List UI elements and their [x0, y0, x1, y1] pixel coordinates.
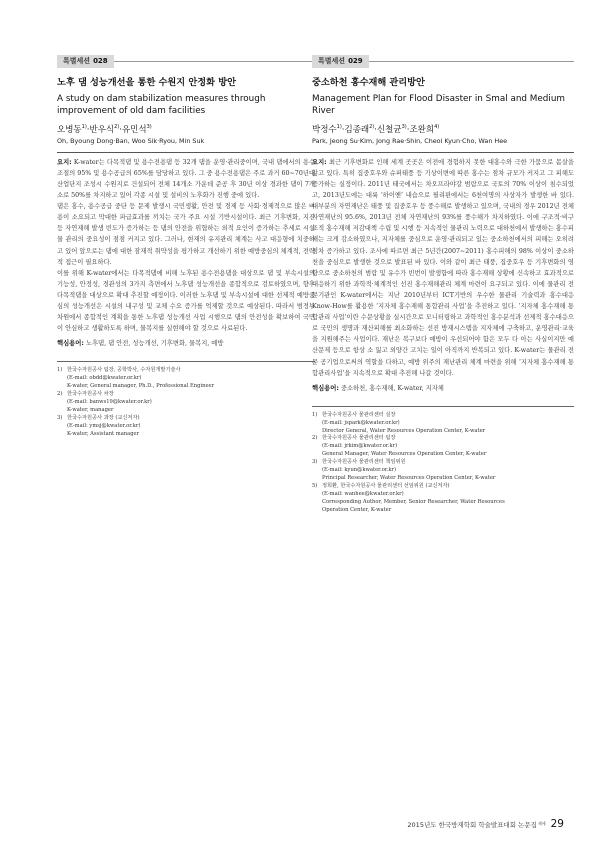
page-footer	[407, 818, 564, 830]
footnote: 2) 한국수자원공사 차장 (E-mail: banws19@kwater.or.kr) K-water, manager	[57, 391, 152, 413]
keywords: 핵심용어: 중소하천, 홍수재해, K-water, 지자체	[312, 384, 444, 392]
session-tag: 특별세션 029	[312, 55, 369, 68]
page-number: 29	[550, 818, 564, 830]
session-tag-row	[57, 55, 315, 68]
title-english: A study on dam stabilization measures through improvement of old dam facilities	[57, 94, 266, 116]
proceedings-title: 2015년도 한국방재학회 학술발표대회 논문집	[407, 820, 537, 829]
title-korean: 중소하천 홍수재해 관리방안	[312, 77, 425, 88]
authors-english: Park, Jeong Su·Kim, Jong Rae·Shin, Cheol Kyun·Cho, Wan Hee	[312, 136, 508, 145]
authors-korean: 박정수$^{1)}$·김종래$^{2)}$·신철균$^{3)}$·조완희$^{4)}$	[312, 124, 440, 135]
header-rule	[312, 152, 574, 153]
footnote: 5) 정희환, 한국수자원공사 물관리센터 선임위원 (교신저자) (E-mail: wanhee@kwater.or.kr) Corresponding Author, Member, Senior Researcher, Water Resources Operation Center, K-water	[312, 482, 505, 513]
paper-right	[312, 55, 574, 514]
title-english: Management Plan for Flood Disaster in Smal and Medium River	[312, 94, 565, 116]
authors-english: Oh, Byoung Dong·Ban, Woo Sik·Ryou, Min Suk	[57, 136, 205, 145]
authors-korean: 오병동$^{1)}$·반우식$^{2)}$·유민석$^{3)}$	[57, 124, 152, 135]
footer-suffix: 제세	[537, 821, 546, 826]
title-korean: 노후 댐 성능개선을 통한 수원지 안정화 방안	[57, 77, 236, 88]
footnotes	[312, 406, 574, 515]
abstract: 요지: K-water는 다목적댐 및 용수전용댐 등 32개 댐을 운영·관리중이며, 국내 댐에서의 용수조절의 95% 및 용수공급의 65%를 담당하고 있다. 그 중 용수전용댐은 주로 과거 60~70년대 산업단지 조성시 수원지로 건설되어 전체 14개소 가운데 준공 후 30년 이상 경과한 댐이 7개소로 50%를 차지하고 있어 각종 시설 및 설비의 노후화가 진행 중에 있다. 댐은 홍수, 용수공급 중단 등 문제 발생시 국민생활, 안전 및 경제 등 사회·경제적으로 많은 비용이 소요되고 막대한 파급효과를 끼치는 국가 주요 시설 기반시설이다. 최근 기후변화, 지진 등 자연재해 발생 빈도가 증가하는 등 댐의 안전을 위협하는 외적 요인이 증가하는 추세로 시설물 관리의 중요성이 점점 커지고 있다. 그러나, 현재의 유지관리 체계는 사고 대응형에 치중하고 있어 앞으로는 댐에 대한 잠재적 취약성을 평가하고 개선하기 위한 예방중심의 체계적, 전략적 접근이 필요하다. 이를 위해 K-water에서는 다목적댐에 비해 노후된 용수전용댐을 대상으로 댐 및 부속시설의 기능성, 안정성, 경관성의 3가지 측면에서 노후댐 성능개선을 종합적으로 검토하였으며, 향후 다목적댐을 대상으로 확대 추진할 예정이다. 이러한 노후댐 및 부속시설에 대한 선제적 예방중심의 성능개선은 시설의 내구성 및 교체 수요 증가를 억제할 것으로 예상된다. 따라서 범정부 차원에서 종합적인 계획을 통한 노후댐 성능개선 사업 시행으로 댐의 안전성을 확보하여 국민이 안심하고 생활하도록 하며, 물복지를 실현해야 할 것으로 사료된다.	[57, 158, 315, 333]
footnote: 2) 한국수자원공사 물관리센터 팀장 (E-mail: jrkim@kwater.or.kr) General Manager, Water Resources Operation Center, K-water	[312, 435, 487, 458]
footnote: 3) 한국수자원공사 물관리센터 책임위원 (E-mail: kyun@kwater.or.kr) Principal Researcher, Water Resources Operation Center, K-water	[312, 459, 496, 481]
abstract: 요지: 최근 기후변화로 인해 세계 곳곳은 이전에 경험하지 못한 대홍수와 극한 가뭄으로 몸살을 앓고 있다. 특히 집중호우와 슈퍼태풍 등 기상이변에 따른 홍수는 점차 규모가 커지고 그 피해도 증가하는 실정이다. 2011년 태국에서는 차오프라야강 범람으로 국토의 70% 이상이 침수되었고, 2013년도에는 대륙 ‘하이옌’ 내습으로 필리핀에서는 6천여명의 사상자가 발생한 바 있다. 대부분의 자연재난은 태풍 및 집중호우 등 풍수해로 발생하고 있으며, 국내의 경우 2012년 전체 자연재난의 95.6%, 2013년 전체 자연재난의 93%를 풍수해가 차지하였다. 이에 구조적·비구조적 홍수재해 저감대책 수립 및 시행 등 지속적인 물관리 노력으로 대하천에서 발생하는 홍수피해는 크게 감소하였으나, 지자체를 중심으로 운영·관리되고 있는 중소하천에서의 피해는 오히려 점차 증가하고 있다. 조사에 따르면 최근 5년간(2007~2011) 홍수피해의 98% 이상이 중소하천을 중심으로 발생한 것으로 발표된 바 있다. 이와 같이 최근 태풍, 집중호우 등 기후변화의 영향으로 중소하천의 범람 및 유수가 빈번이 발생함에 따라 홍수재해 상황에 신속하고 효과적으로 대응하기 위한 과학적·체계적인 선진 홍수재해관리 체계 마련이 요구되고 있다. 이에 물관리 전문기관인 K-water에서는 지난 2010년부터 ICT기반의 우수한 물관리 기술력과 홍수대응 Know-How를 활용한 ‘지자체 홍수재해 통합관리 사업’을 추진하고 있다. ‘지자체 홍수재해 통합관리 사업’이란 수문상황을 실시간으로 모니터링하고 과학적인 홍수분석과 선제적 홍수대응으로 국민의 생명과 재산피해를 최소화하는 선진 방재시스템을 지자체에 구축하고, 운영관리·교육을 지원해주는 사업이다. 재난은 복구보다 예방이 우선되어야 함은 모두 다 아는 사실이지만 예산문제 등으로 항상 소 잃고 외양간 고치는 일이 아직까지 반복되고 있다. K-water는 물관리 전문 공기업으로써의 역할을 다하고, 예방 위주의 재난관리 체계 마련을 위해 ‘지자체 홍수재해 통합관리사업’을 지속적으로 확대 추진해 나갈 것이다.	[312, 158, 574, 377]
session-tag: 특별세션 028	[57, 55, 114, 68]
footnotes	[57, 361, 315, 438]
session-divider	[114, 61, 315, 62]
footnote: 1) 한국수자원공사 팀장, 공학박사, 수자원개발기술사 (E-mail: obdd@kwater.or.kr) K-water, General manager, Ph.D., Professional Engineer	[57, 367, 215, 390]
session-divider	[369, 61, 574, 62]
footnote: 3) 한국수자원공사 과장 (교신저자) (E-mail: ymsj@kwater.or.kr) K-water, Assistant manager	[57, 414, 141, 437]
keywords: 핵심용어: 노후댐, 댐 안전, 성능개선, 기후변화, 물복지, 예방	[57, 340, 224, 348]
session-tag-row	[312, 55, 574, 68]
paper-left	[57, 55, 315, 438]
header-rule	[57, 152, 315, 153]
footnote: 1) 한국수자원공사 물관리센터 실장 (E-mail: jspark@kwater.or.kr) Director General, Water Resources Operation Center, K-water	[312, 411, 486, 434]
